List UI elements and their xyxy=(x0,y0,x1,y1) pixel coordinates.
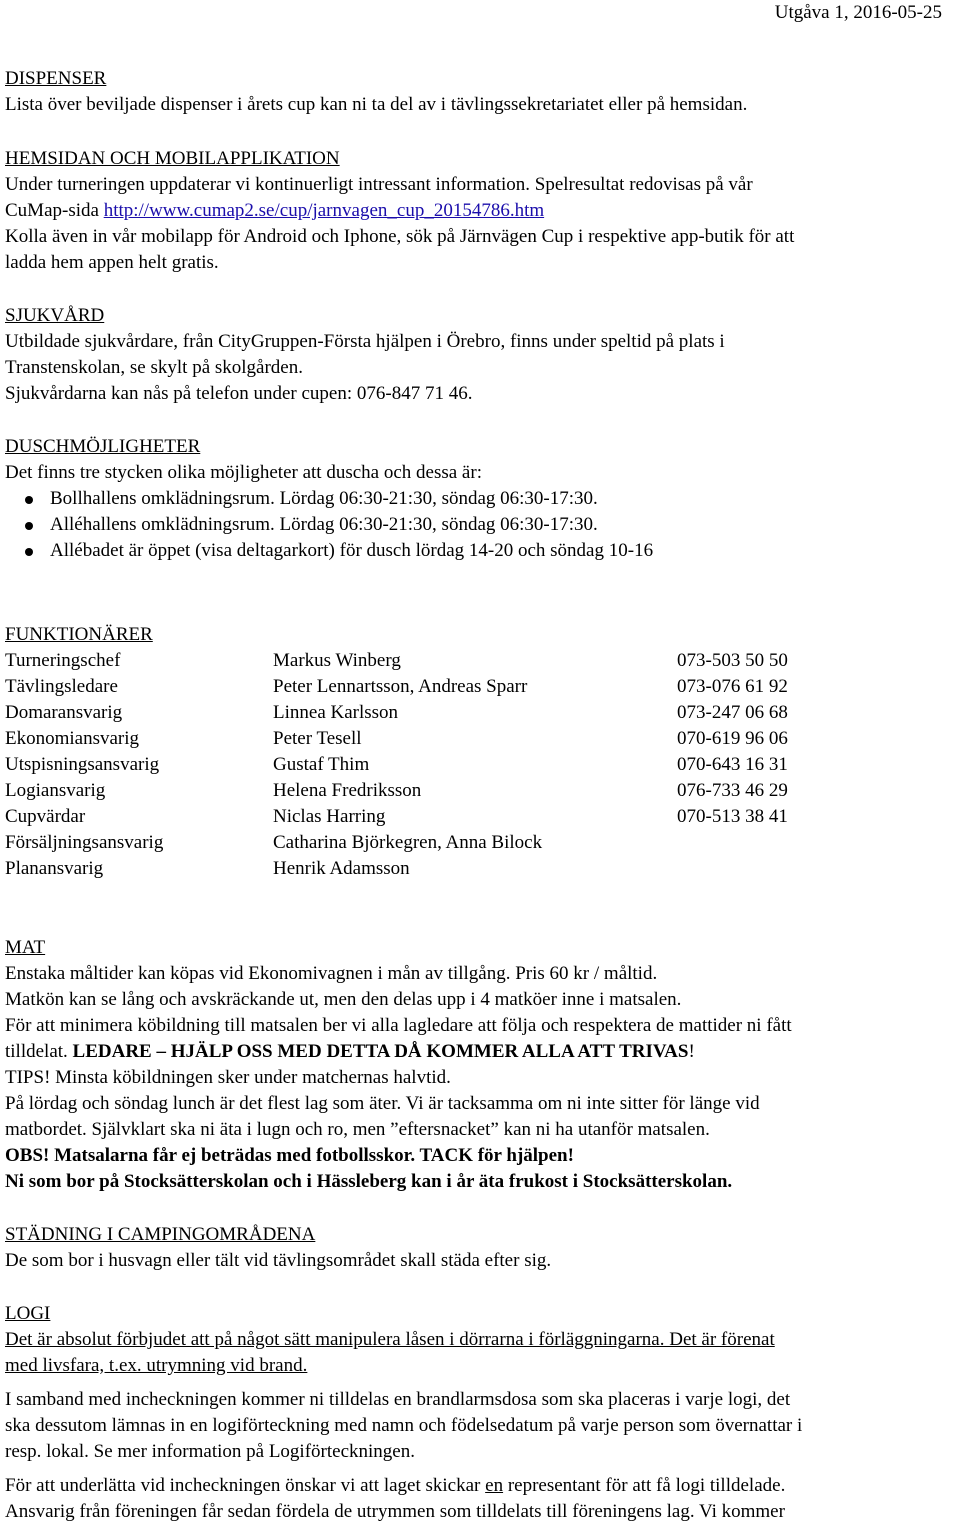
emphasis-en: en xyxy=(485,1475,504,1496)
staff-role: Domaransvarig xyxy=(5,702,123,723)
staff-phone: 073-247 06 68 xyxy=(677,702,788,723)
staff-name: Peter Lennartsson, Andreas Sparr xyxy=(273,676,528,697)
staff-name: Linnea Karlsson xyxy=(273,702,399,723)
list-item: Allébadet är öppet (visa deltagarkort) för dusch lördag 14-20 och söndag 10-16 xyxy=(5,538,653,564)
staff-role: Ekonomiansvarig xyxy=(5,728,140,749)
mat-line-5: TIPS! Minsta köbildningen sker under matchernas halvtid. xyxy=(5,1067,451,1088)
table-row xyxy=(5,674,877,700)
staff-phone: 070-643 16 31 xyxy=(677,754,788,775)
hemsidan-line-4: ladda hem appen helt gratis. xyxy=(5,252,219,273)
table-row xyxy=(5,830,877,856)
table-row xyxy=(5,804,877,830)
sjukvard-line-1: Utbildade sjukvårdare, från CityGruppen-Första hjälpen i Örebro, finns under speltid på plats i xyxy=(5,331,725,352)
staff-table xyxy=(5,648,877,882)
mat-line-3: För att minimera köbildning till matsalen ber vi alla lagledare att följa och respektera de mattider ni fått xyxy=(5,1015,792,1036)
section-dispenser xyxy=(5,66,747,118)
section-logi xyxy=(5,1301,802,1525)
mat-line-6: På lördag och söndag lunch är det flest lag som äter. Vi är tacksamma om ni inte sitter för länge vid xyxy=(5,1093,760,1114)
stadning-text: De som bor i husvagn eller tält vid tävlingsområdet skall städa efter sig. xyxy=(5,1250,552,1271)
mat-leader-callout: LEDARE – HJÄLP OSS MED DETTA DÅ KOMMER ALLA ATT TRIVAS xyxy=(72,1041,689,1062)
staff-phone: 073-076 61 92 xyxy=(677,676,788,697)
logi-p2-line-2: Ansvarig från föreningen får sedan fördela de utrymmen som tilldelats till föreningens lag. Vi kommer xyxy=(5,1501,785,1522)
dusch-list xyxy=(5,486,653,564)
section-funktionarer xyxy=(5,622,877,882)
staff-role: Cupvärdar xyxy=(5,806,86,827)
mat-line-9: Ni som bor på Stocksätterskolan och i Hässleberg kan i år äta frukost i Stocksätterskolan. xyxy=(5,1171,733,1192)
bullet-icon xyxy=(25,522,33,530)
hemsidan-line-2-prefix: CuMap-sida xyxy=(5,200,104,221)
dispenser-text: Lista över beviljade dispenser i årets cup kan ni ta del av i tävlingssekretariatet eller på hemsidan. xyxy=(5,94,748,115)
staff-role: Utspisningsansvarig xyxy=(5,754,160,775)
staff-phone: 073-503 50 50 xyxy=(677,650,788,671)
logi-warning-line-2: med livsfara, t.ex. utrymning vid brand. xyxy=(5,1355,308,1376)
table-row xyxy=(5,700,877,726)
sjukvard-line-2: Transtenskolan, se skylt på skolgården. xyxy=(5,357,303,378)
bullet-icon xyxy=(25,496,33,504)
staff-name: Catharina Björkegren, Anna Bilock xyxy=(273,832,543,853)
mat-line-1: Enstaka måltider kan köpas vid Ekonomivagnen i mån av tillgång. Pris 60 kr / måltid. xyxy=(5,963,658,984)
section-hemsidan xyxy=(5,146,794,276)
staff-role: Försäljningsansvarig xyxy=(5,832,164,853)
mat-line-7: matbordet. Självklart ska ni äta i lugn och ro, men ”eftersnacket” kan ni ha utanför matsalen. xyxy=(5,1119,710,1140)
section-title-sjukvard: SJUKVÅRD xyxy=(5,305,105,326)
hemsidan-line-2 xyxy=(5,198,794,224)
table-row xyxy=(5,856,877,882)
staff-role: Tävlingsledare xyxy=(5,676,118,697)
mat-line-8: OBS! Matsalarna får ej beträdas med fotbollsskor. TACK för hjälpen! xyxy=(5,1145,574,1166)
logi-p2-line-1: För att underlätta vid incheckningen önskar vi att laget skickar en representant för att få logi tilldelade. xyxy=(5,1475,786,1496)
logi-p1-line-1: I samband med incheckningen kommer ni tilldelas en brandlarmsdosa som ska placeras i varje logi, det xyxy=(5,1389,791,1410)
staff-role: Turneringschef xyxy=(5,650,121,671)
table-row xyxy=(5,752,877,778)
section-title-hemsidan: HEMSIDAN OCH MOBILAPPLIKATION xyxy=(5,148,340,169)
staff-phone xyxy=(677,856,877,882)
dusch-intro: Det finns tre stycken olika möjligheter att duscha och dessa är: xyxy=(5,462,482,483)
cumap-link[interactable]: http://www.cumap2.se/cup/jarnvagen_cup_20154786.htm xyxy=(103,200,545,221)
staff-name: Gustaf Thim xyxy=(273,754,370,775)
section-title-funktionarer: FUNKTIONÄRER xyxy=(5,624,153,645)
staff-role: Planansvarig xyxy=(5,858,104,879)
section-mat xyxy=(5,935,792,1195)
staff-phone: 076-733 46 29 xyxy=(677,780,788,801)
section-title-dispenser: DISPENSER xyxy=(5,68,107,89)
edition-date: Utgåva 1, 2016-05-25 xyxy=(774,2,942,23)
staff-role: Logiansvarig xyxy=(5,780,106,801)
staff-name: Helena Fredriksson xyxy=(273,780,422,801)
logi-p1-line-3: resp. lokal. Se mer information på Logiförteckningen. xyxy=(5,1441,415,1462)
logi-warning-line-1: Det är absolut förbjudet att på något sätt manipulera låsen i dörrarna i förläggningarna. Det är förenat xyxy=(5,1329,775,1350)
mat-line-2: Matkön kan se lång och avskräckande ut, men den delas upp i 4 matköer inne i matsalen. xyxy=(5,989,682,1010)
staff-name: Peter Tesell xyxy=(273,728,362,749)
list-item: Alléhallens omklädningsrum. Lördag 06:30-21:30, söndag 06:30-17:30. xyxy=(5,512,653,538)
staff-phone xyxy=(677,830,877,856)
table-row xyxy=(5,778,877,804)
staff-name: Niclas Harring xyxy=(273,806,386,827)
section-dusch xyxy=(5,434,653,564)
hemsidan-line-3: Kolla även in vår mobilapp för Android och Iphone, sök på Järnvägen Cup i respektive app-butik för att xyxy=(5,226,795,247)
sjukvard-line-3: Sjukvårdarna kan nås på telefon under cupen: 076-847 71 46. xyxy=(5,383,473,404)
section-title-dusch: DUSCHMÖJLIGHETER xyxy=(5,436,201,457)
bullet-icon xyxy=(25,548,33,556)
section-title-mat: MAT xyxy=(5,937,46,958)
section-title-stadning: STÄDNING I CAMPINGOMRÅDENA xyxy=(5,1224,316,1245)
logi-p1-line-2: ska dessutom lämnas in en logiförteckning med namn och födelsedatum på varje person som övernattar i xyxy=(5,1415,803,1436)
section-title-logi: LOGI xyxy=(5,1303,51,1324)
staff-phone: 070-513 38 41 xyxy=(677,806,788,827)
table-row xyxy=(5,648,877,674)
staff-phone: 070-619 96 06 xyxy=(677,728,788,749)
table-row xyxy=(5,726,877,752)
section-stadning xyxy=(5,1222,551,1274)
mat-line-4: tilldelat. LEDARE – HJÄLP OSS MED DETTA DÅ KOMMER ALLA ATT TRIVAS! xyxy=(5,1041,695,1062)
section-sjukvard xyxy=(5,303,725,407)
staff-name: Markus Winberg xyxy=(273,650,401,671)
hemsidan-line-1: Under turneringen uppdaterar vi kontinuerligt intressant information. Spelresultat redovisas på vår xyxy=(5,174,753,195)
list-item: Bollhallens omklädningsrum. Lördag 06:30-21:30, söndag 06:30-17:30. xyxy=(5,486,653,512)
staff-name: Henrik Adamsson xyxy=(273,858,410,879)
